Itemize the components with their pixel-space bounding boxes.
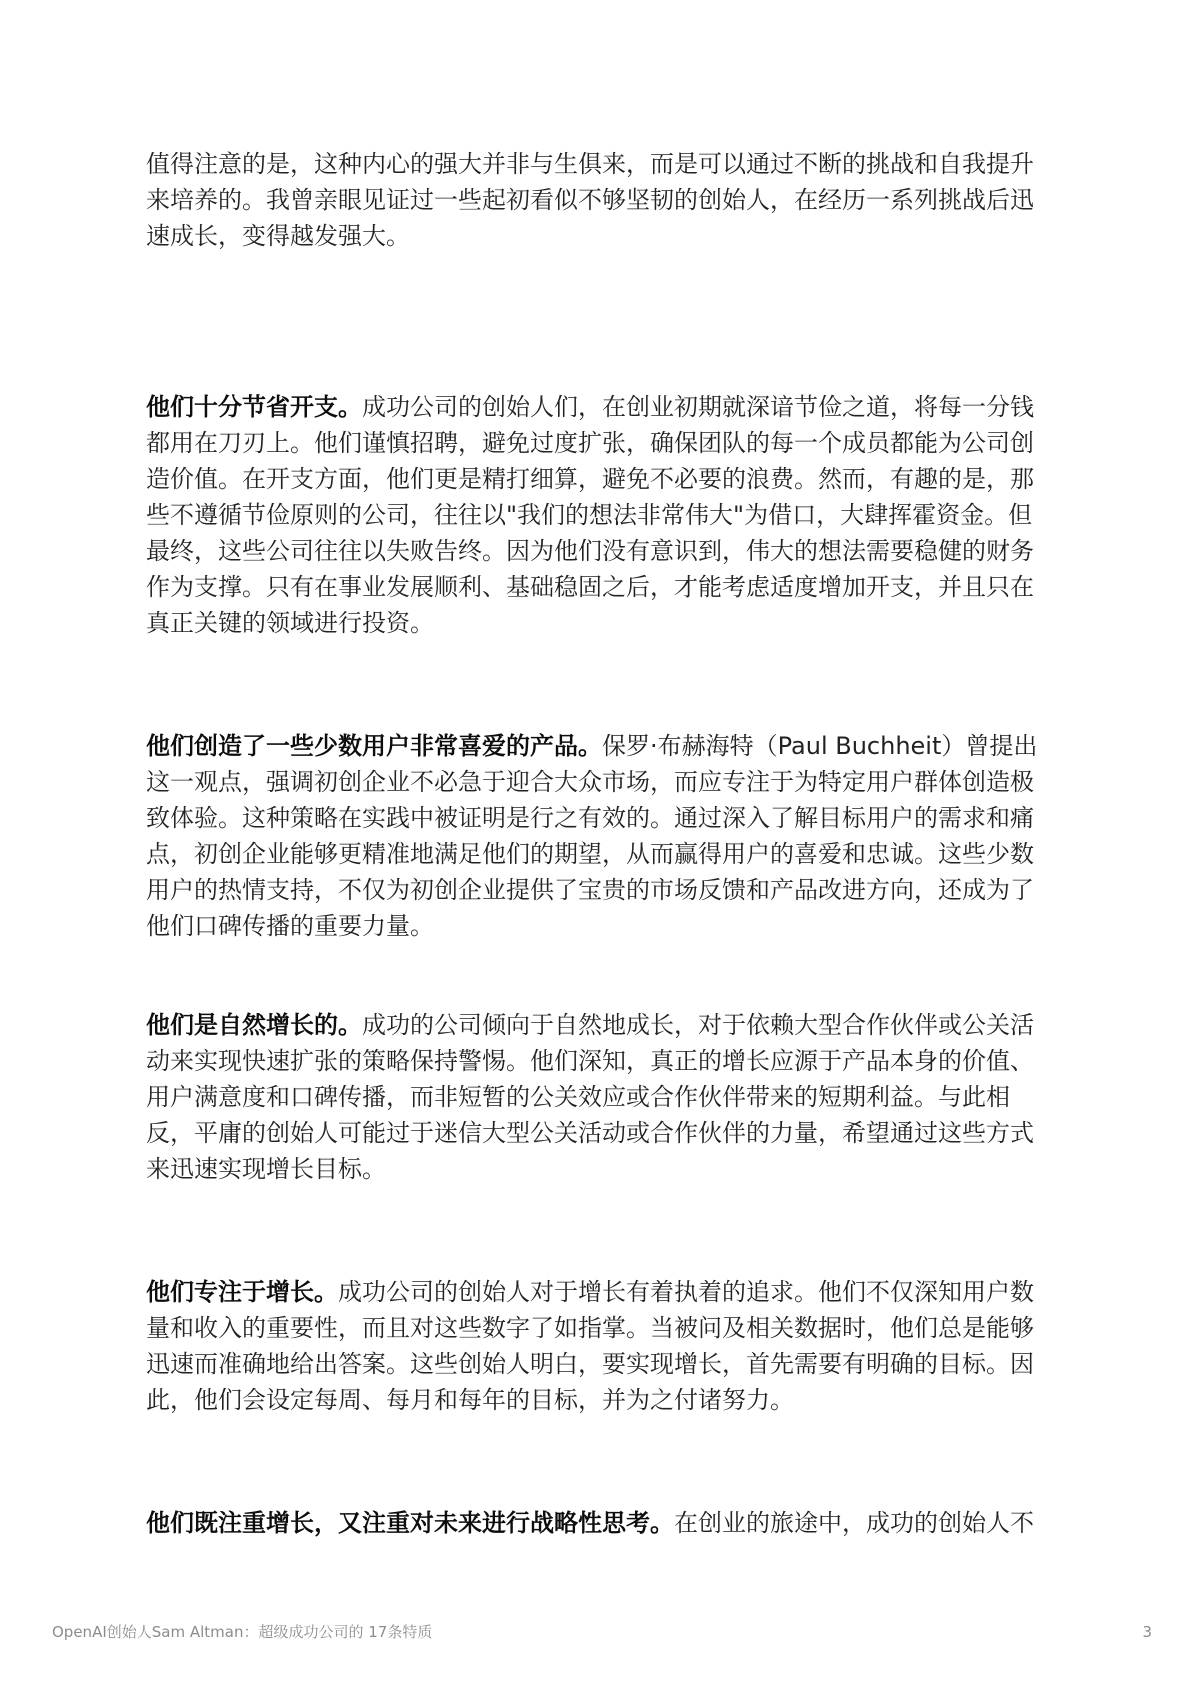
paragraph-frugal	[146, 389, 1046, 641]
text-line: 动来实现快速扩张的策略保持警惕。他们深知，真正的增长应源于产品本身的价值、	[146, 1047, 1034, 1075]
paragraph-text: 成功的公司倾向于自然地成长，对于依赖大型合作伙伴或公关活	[362, 1011, 1034, 1039]
paragraph-strategic-thinking	[146, 1505, 1046, 1541]
text-line: 来迅速实现增长目标。	[146, 1155, 386, 1183]
paragraph-heading: 他们既注重增长，又注重对未来进行战略性思考。	[146, 1509, 674, 1537]
text-line: 速成长，变得越发强大。	[146, 222, 410, 250]
paragraph-heading: 他们专注于增长。	[146, 1278, 338, 1306]
paragraph-text: 保罗·布赫海特（Paul Buchheit）曾提出	[602, 732, 1038, 760]
text-line: 些不遵循节俭原则的公司，往往以"我们的想法非常伟大"为借口，大肆挥霍资金。但	[146, 501, 1033, 529]
paragraph-organic-growth	[146, 1007, 1046, 1187]
text-line: 用户满意度和口碑传播，而非短暂的公关效应或合作伙伴带来的短期利益。与此相	[146, 1083, 1010, 1111]
paragraph-text: 成功公司的创始人对于增长有着执着的追求。他们不仅深知用户数	[338, 1278, 1034, 1306]
text-line: 来培养的。我曾亲眼见证过一些起初看似不够坚韧的创始人，在经历一系列挑战后迅	[146, 186, 1034, 214]
text-line: 致体验。这种策略在实践中被证明是行之有效的。通过深入了解目标用户的需求和痛	[146, 804, 1034, 832]
text-line: 迅速而准确地给出答案。这些创始人明白，要实现增长，首先需要有明确的目标。因	[146, 1350, 1034, 1378]
paragraph-text: 成功公司的创始人们，在创业初期就深谙节俭之道，将每一分钱	[362, 393, 1034, 421]
paragraph-loved-product	[146, 728, 1046, 944]
footer-document-title: OpenAI创始人Sam Altman：超级成功公司的 17条特质	[52, 1623, 433, 1641]
text-line	[146, 1505, 1046, 1541]
text-line: 反，平庸的创始人可能过于迷信大型公关活动或合作伙伴的力量，希望通过这些方式	[146, 1119, 1034, 1147]
paragraph-heading: 他们十分节省开支。	[146, 393, 362, 421]
paragraph-inner-strength	[146, 146, 1046, 254]
text-line: 点，初创企业能够更精准地满足他们的期望，从而赢得用户的喜爱和忠诚。这些少数	[146, 840, 1034, 868]
text-line: 最终，这些公司往往以失败告终。因为他们没有意识到，伟大的想法需要稳健的财务	[146, 537, 1034, 565]
text-line: 值得注意的是，这种内心的强大并非与生俱来，而是可以通过不断的挑战和自我提升	[146, 150, 1034, 178]
text-line: 他们口碑传播的重要力量。	[146, 912, 434, 940]
text-line: 量和收入的重要性，而且对这些数字了如指掌。当被问及相关数据时，他们总是能够	[146, 1314, 1034, 1342]
text-line: 真正关键的领域进行投资。	[146, 609, 434, 637]
paragraph-text: 在创业的旅途中，成功的创始人不	[674, 1509, 1034, 1537]
text-line: 此，他们会设定每周、每月和每年的目标，并为之付诸努力。	[146, 1386, 794, 1414]
text-line	[146, 389, 1046, 425]
text-line: 作为支撑。只有在事业发展顺利、基础稳固之后，才能考虑适度增加开支，并且只在	[146, 573, 1034, 601]
paragraph-heading: 他们是自然增长的。	[146, 1011, 362, 1039]
paragraph-focus-growth	[146, 1274, 1046, 1418]
text-line: 用户的热情支持，不仅为初创企业提供了宝贵的市场反馈和产品改进方向，还成为了	[146, 876, 1034, 904]
paragraph-heading: 他们创造了一些少数用户非常喜爱的产品。	[146, 732, 602, 760]
text-line	[146, 1274, 1046, 1310]
text-line	[146, 1007, 1046, 1043]
page-number: 3	[1142, 1623, 1152, 1641]
text-line: 这一观点，强调初创企业不必急于迎合大众市场，而应专注于为特定用户群体创造极	[146, 768, 1034, 796]
text-line: 造价值。在开支方面，他们更是精打细算，避免不必要的浪费。然而，有趣的是，那	[146, 465, 1034, 493]
text-line	[146, 728, 1046, 764]
text-line: 都用在刀刃上。他们谨慎招聘，避免过度扩张，确保团队的每一个成员都能为公司创	[146, 429, 1034, 457]
